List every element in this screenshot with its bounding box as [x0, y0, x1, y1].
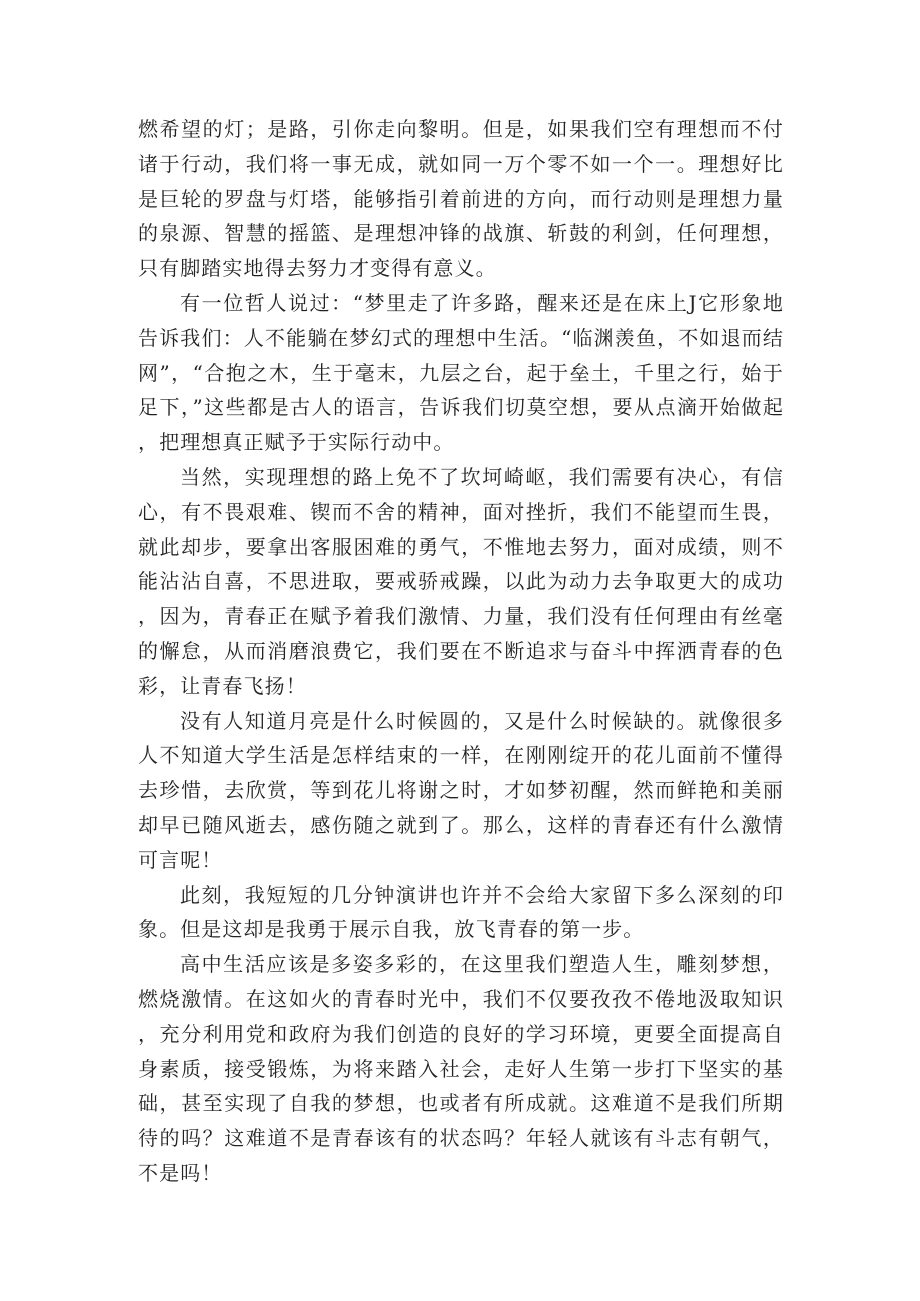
paragraph-2: 有一位哲人说过：“梦里走了许多路，醒来还是在床上J它形象地告诉我们：人不能躺在梦幻式的理想中生活。“临渊羡鱼，不如退而结网”，“合抱之木，生于毫末，九层之台，起于垒土，千里之行，始于足下，”这些都是古人的语言，告诉我们切莫空想，要从点滴开始做起，把理想真正赋予于实际行动中。 — [138, 290, 784, 455]
paragraph-4: 没有人知道月亮是什么时候圆的，又是什么时候缺的。就像很多人不知道大学生活是怎样结束的一样，在刚刚绽开的花儿面前不懂得去珍惜，去欣赏，等到花儿将谢之时，才如梦初醒，然而鲜艳和美丽却早已随风逝去，感伤随之就到了。那么，这样的青春还有什么激情可言呢！ — [138, 708, 784, 872]
paragraph-5: 此刻，我短短的几分钟演讲也许并不会给大家留下多么深刻的印象。但是这却是我勇于展示自我，放飞青春的第一步。 — [138, 882, 784, 942]
paragraph-6: 高中生活应该是多姿多彩的，在这里我们塑造人生，雕刻梦想，燃烧激情。在这如火的青春时光中，我们不仅要孜孜不倦地汲取知识，充分利用党和政府为我们创造的良好的学习环境，更要全面提高自身素质，接受锻炼，为将来踏入社会，走好人生第一步打下坚实的基础，甚至实现了自我的梦想，也或者有所成就。这难道不是我们所期待的吗？这难道不是青春该有的状态吗？年轻人就该有斗志有朝气，不是吗！ — [138, 952, 784, 1185]
paragraph-1: 燃希望的灯；是路，引你走向黎明。但是，如果我们空有理想而不付诸于行动，我们将一事无成，就如同一万个零不如一个一。理想好比是巨轮的罗盘与灯塔，能够指引着前进的方向，而行动则是理想力量的泉源、智慧的摇篮、是理想冲锋的战旗、斩鼓的利剑，任何理想，只有脚踏实地得去努力才变得有意义。 — [138, 117, 784, 281]
paragraph-3: 当然，实现理想的路上免不了坎坷崎岖，我们需要有决心，有信心，有不畏艰难、锲而不舍的精神，面对挫折，我们不能望而生畏，就此却步，要拿出客服困难的勇气，不惟地去努力，面对成绩，则不能沾沾自喜，不思进取，要戒骄戒躁，以此为动力去争取更大的成功，因为，青春正在赋予着我们激情、力量，我们没有任何理由有丝毫的懈怠，从而消磨浪费它，我们要在不断追求与奋斗中挥洒青春的色彩，让青春飞扬！ — [138, 464, 784, 698]
document-body — [138, 112, 784, 1191]
